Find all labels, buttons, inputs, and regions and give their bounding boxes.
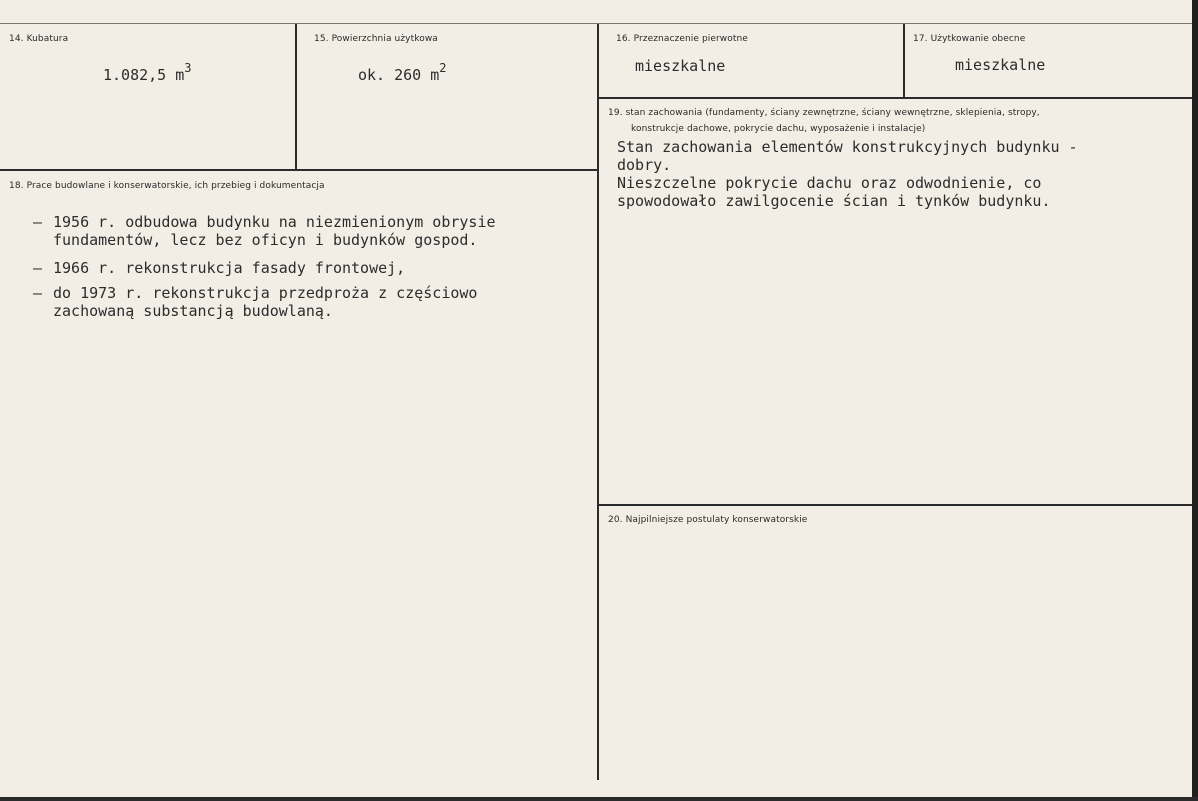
divider-horizontal-left — [0, 169, 598, 171]
field-15-label: 15. Powierzchnia użytkowa — [314, 34, 438, 44]
list-item-text: 1966 r. rekonstrukcja fasady frontowej, — [53, 259, 406, 277]
card-edge-bottom — [0, 797, 1198, 801]
field-14-unit-superscript: 3 — [184, 61, 192, 75]
card-edge-right — [1192, 0, 1198, 801]
list-item-text: 1956 r. odbudowa budynku na niezmienionym obrysie fundamentów, lecz bez oficyn i budynków gospod. — [53, 213, 496, 249]
divider-vertical-14-15 — [295, 24, 297, 170]
field-18-label: 18. Prace budowlane i konserwatorskie, ich przebieg i dokumentacja — [9, 181, 325, 191]
divider-horizontal-top — [0, 23, 1192, 24]
list-dash: – — [33, 259, 43, 277]
field-14-value-text: 1.082,5 m — [103, 66, 185, 84]
field-14-value — [103, 61, 192, 85]
field-14-label: 14. Kubatura — [9, 34, 69, 44]
field-15-unit-superscript: 2 — [439, 61, 447, 75]
divider-horizontal-19-20 — [598, 504, 1192, 506]
field-19-label-line1: 19. stan zachowania (fundamenty, ściany zewnętrzne, ściany wewnętrzne, sklepienia, stropy, — [608, 108, 1040, 118]
field-15-value-text: ok. 260 m — [358, 66, 440, 84]
field-20-label: 20. Najpilniejsze postulaty konserwatorskie — [608, 515, 808, 525]
field-16-label: 16. Przeznaczenie pierwotne — [616, 34, 748, 44]
divider-vertical-16-17 — [903, 24, 905, 98]
divider-vertical-main — [597, 24, 599, 780]
divider-horizontal-16-17 — [598, 97, 1192, 99]
field-19-text: Stan zachowania elementów konstrukcyjnych budynku - dobry. Nieszczelne pokrycie dachu oraz odwodnienie, co spowodowało zawilgocenie ścian i tynków budynku. — [617, 138, 1078, 210]
field-17-value: mieszkalne — [955, 56, 1046, 74]
list-dash: – — [33, 284, 43, 302]
field-16-value: mieszkalne — [635, 57, 726, 75]
list-dash: – — [33, 213, 43, 231]
list-item-text: do 1973 r. rekonstrukcja przedproża z częściowo zachowaną substancją budowlaną. — [53, 284, 478, 320]
field-17-label: 17. Użytkowanie obecne — [913, 34, 1026, 44]
field-19-label-line2: konstrukcje dachowe, pokrycie dachu, wyposażenie i instalacje) — [631, 124, 926, 134]
field-15-value — [358, 61, 447, 85]
